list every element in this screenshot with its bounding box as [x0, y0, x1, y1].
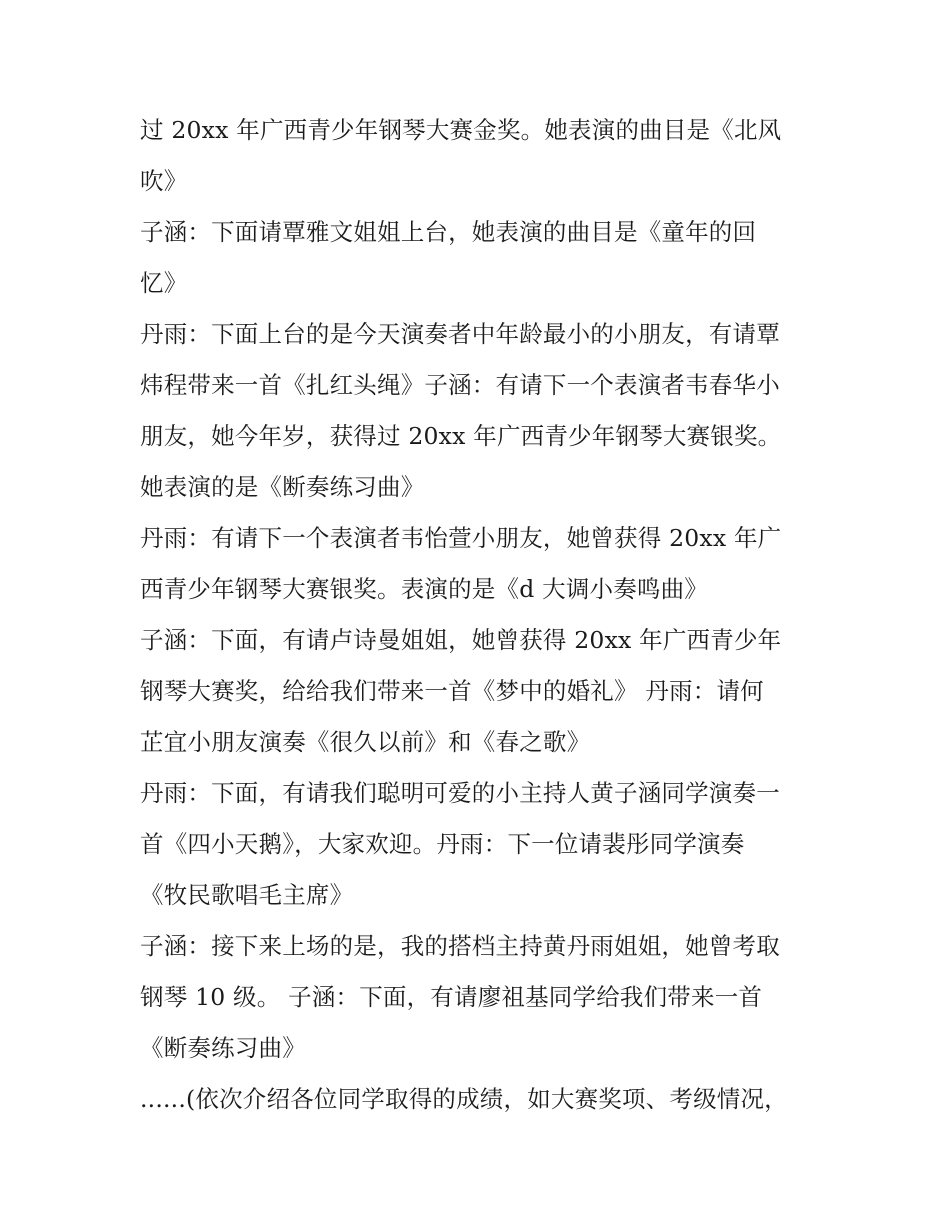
text-line: 忆》 — [140, 269, 188, 297]
text-line: 芷宜小朋友演奏《很久以前》和《春之歌》 — [140, 728, 591, 756]
text-line: 丹雨：下面上台的是今天演奏者中年龄最小的小朋友，有请覃 — [140, 320, 780, 348]
text-line: 丹雨：有请下一个表演者韦怡萱小朋友，她曾获得 20xx 年广 — [140, 524, 782, 552]
text-line: 首《四小天鹅》，大家欢迎。丹雨：下一位请裴彤同学演奏 — [140, 830, 745, 858]
text-line: 《断奏练习曲》 — [140, 1034, 306, 1062]
text-line: ......(依次介绍各位同学取得的成绩，如大赛奖项、考级情况， — [140, 1085, 788, 1113]
text-line: 《牧民歌唱毛主席》 — [140, 881, 354, 909]
text-line: 吹》 — [140, 167, 188, 195]
text-line: 子涵：接下来上场的是，我的搭档主持黄丹雨姐姐，她曾考取 — [140, 932, 780, 960]
text-line: 西青少年钢琴大赛银奖。表演的是《d 大调小奏鸣曲》 — [140, 575, 709, 603]
text-line: 钢琴 10 级。 子涵：下面，有请廖祖基同学给我们带来一首 — [140, 983, 763, 1011]
text-line: 朋友，她今年岁，获得过 20xx 年广西青少年钢琴大赛银奖。 — [140, 422, 782, 450]
text-line: 子涵：下面，有请卢诗曼姐姐，她曾获得 20xx 年广西青少年 — [140, 626, 782, 654]
text-line: 过 20xx 年广西青少年钢琴大赛金奖。她表演的曲目是《北风 — [140, 116, 782, 144]
text-line: 丹雨：下面，有请我们聪明可爱的小主持人黄子涵同学演奏一 — [140, 779, 780, 807]
text-line: 钢琴大赛奖，给给我们带来一首《梦中的婚礼》 丹雨：请何 — [140, 677, 764, 705]
text-line: 子涵：下面请覃雅文姐姐上台，她表演的曲目是《童年的回 — [140, 218, 757, 246]
text-line: 她表演的是《断奏练习曲》 — [140, 473, 425, 501]
text-line: 炜程带来一首《扎红头绳》子涵：有请下一个表演者韦春华小 — [140, 371, 780, 399]
document-body — [140, 108, 820, 1128]
